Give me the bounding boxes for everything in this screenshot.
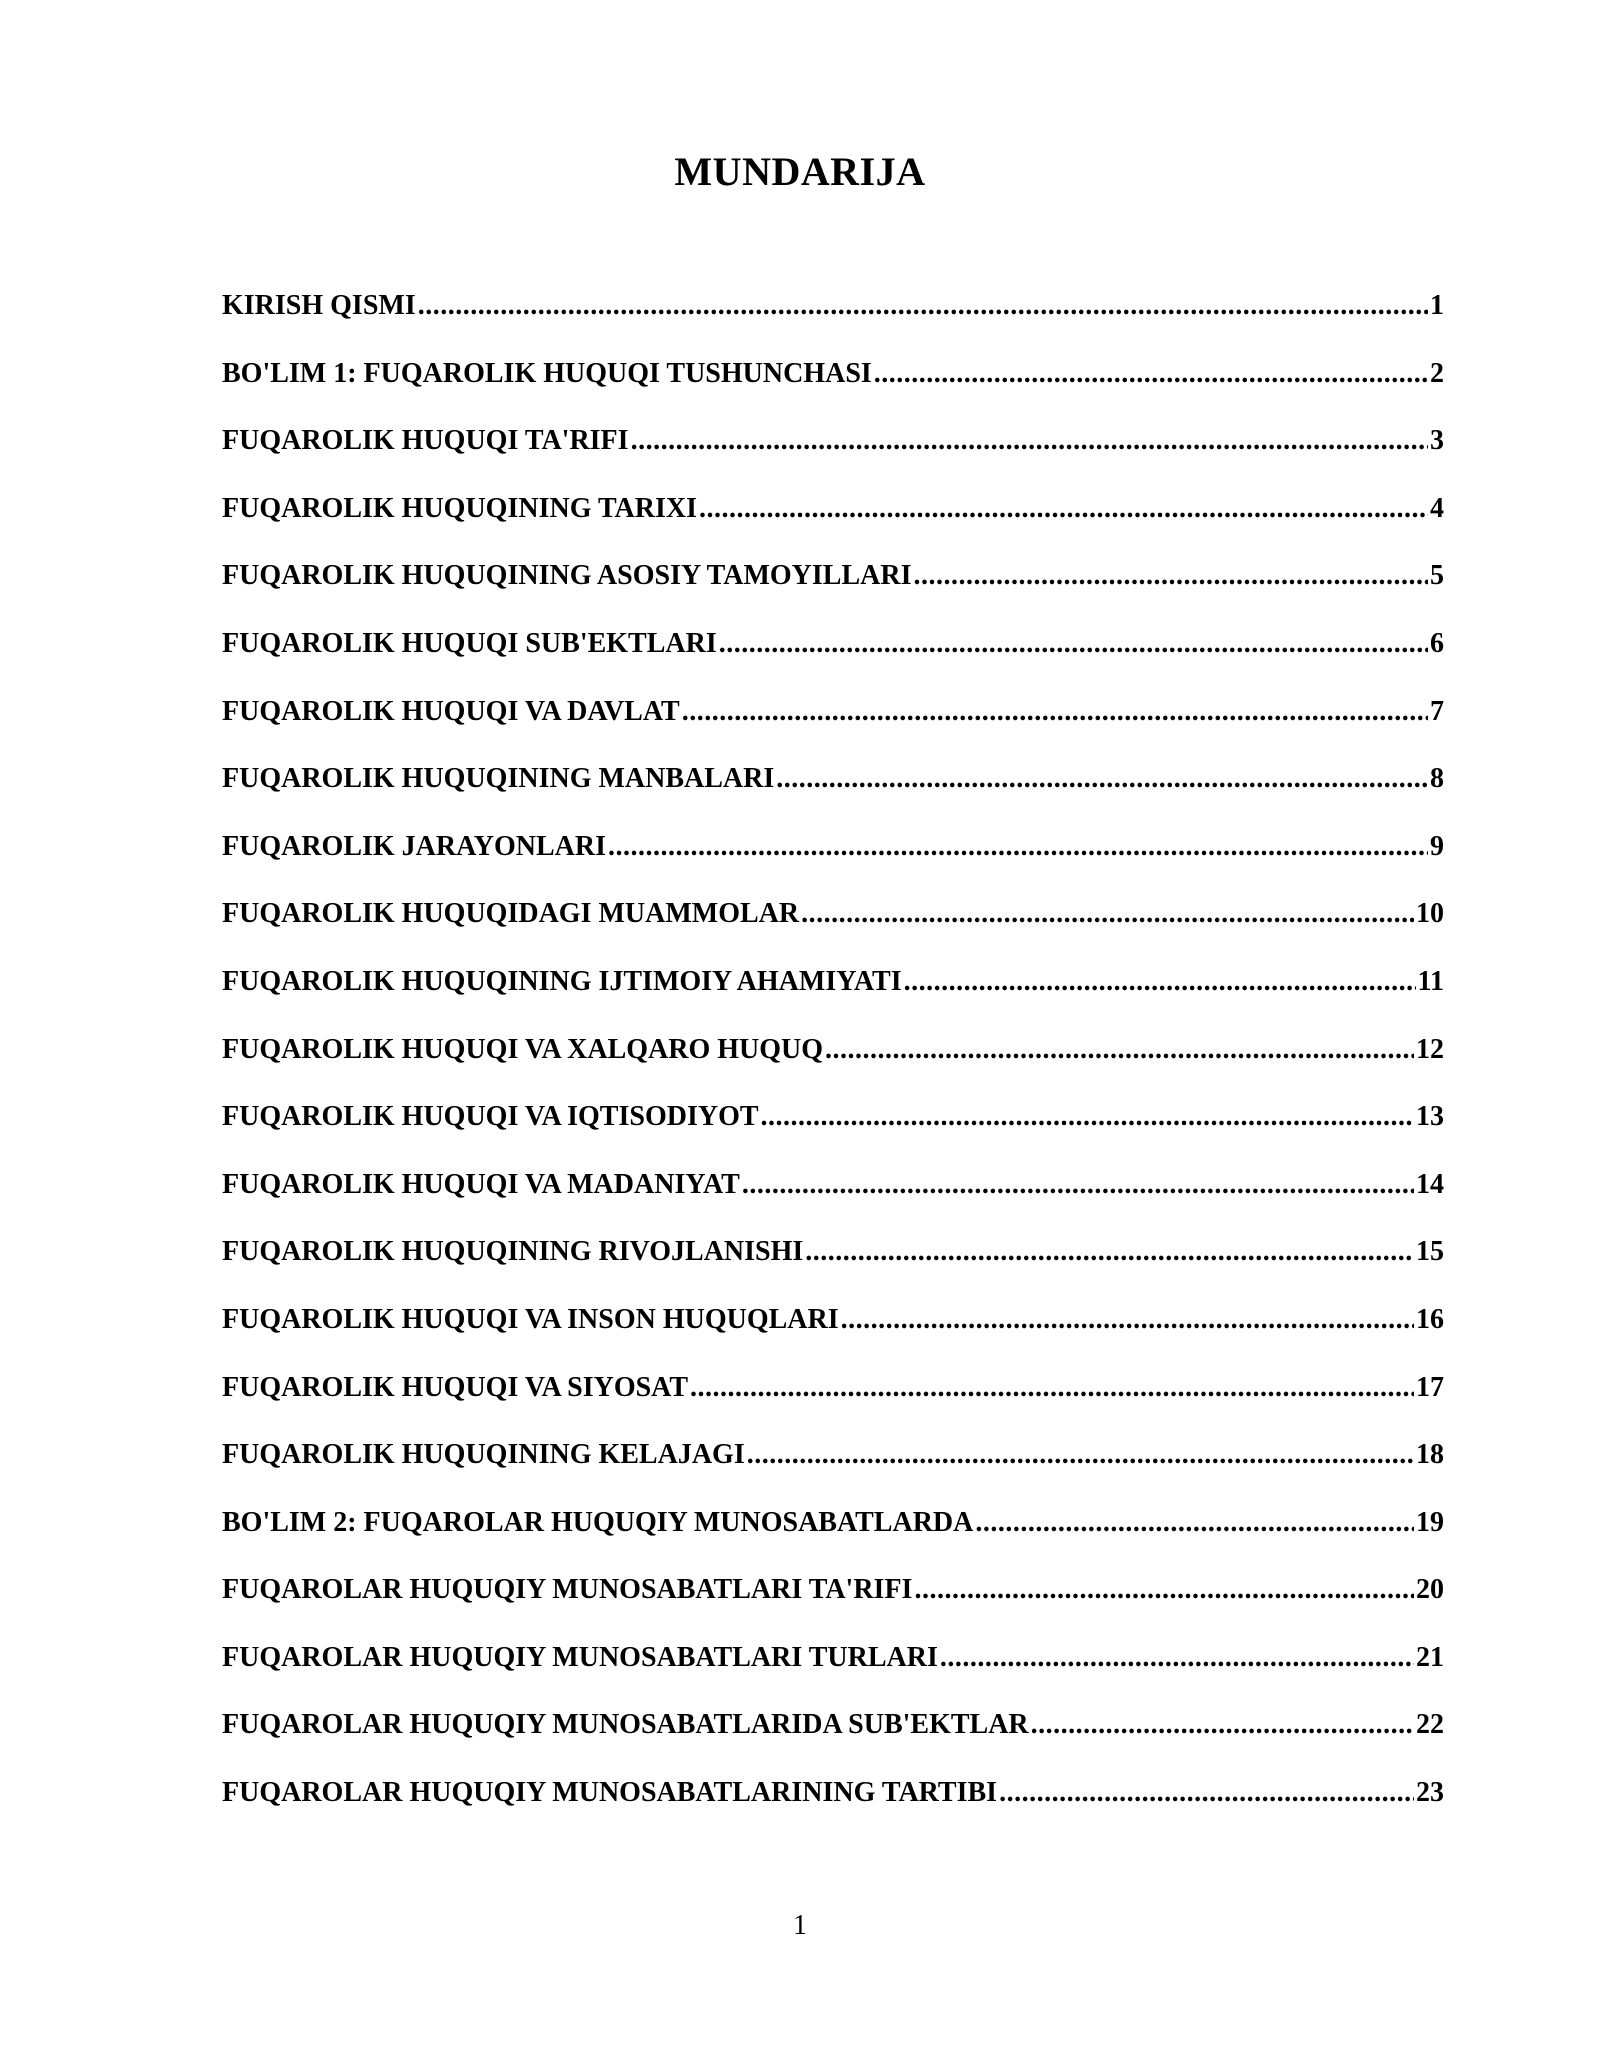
toc-entry[interactable] [222, 1777, 1444, 1845]
toc-entry-page: 3 [1430, 425, 1444, 457]
toc-entry[interactable] [222, 1034, 1444, 1102]
toc-entry-page: 23 [1416, 1777, 1444, 1809]
toc-dot-leader [631, 425, 1428, 457]
toc-entry-page: 19 [1416, 1506, 1444, 1538]
toc-entry-title: BO'LIM 1: FUQAROLIK HUQUQI TUSHUNCHASI [222, 357, 872, 389]
toc-dot-leader [874, 358, 1428, 390]
toc-entry-page: 13 [1416, 1101, 1444, 1133]
toc-entry-title: FUQAROLIK HUQUQINING RIVOJLANISHI [222, 1236, 804, 1268]
toc-entry-title: FUQAROLIK HUQUQINING IJTIMOIY AHAMIYATI [222, 965, 902, 997]
toc-entry-title: FUQAROLAR HUQUQIY MUNOSABATLARI TURLARI [222, 1641, 938, 1673]
toc-entry[interactable] [222, 358, 1444, 426]
toc-entry-page: 1 [1430, 290, 1444, 321]
toc-entry-title: FUQAROLIK JARAYONLARI [222, 830, 607, 862]
toc-entry[interactable] [222, 425, 1444, 493]
toc-entry[interactable] [222, 1169, 1444, 1237]
toc-entry[interactable] [222, 763, 1444, 831]
toc-entry-title: FUQAROLIK HUQUQINING KELAJAGI [222, 1439, 745, 1471]
toc-entry-title: FUQAROLIK HUQUQIDAGI MUAMMOLAR [222, 898, 800, 930]
toc-dot-leader [699, 493, 1428, 525]
toc-entry-title: FUQAROLIK HUQUQINING TARIXI [222, 492, 698, 524]
toc-entry-page: 4 [1430, 492, 1444, 524]
toc-dot-leader [825, 1034, 1414, 1066]
toc-entry-page: 21 [1416, 1641, 1444, 1673]
toc-entry-page: 8 [1430, 763, 1444, 795]
toc-dot-leader [999, 1777, 1414, 1809]
table-of-contents [222, 290, 1444, 1845]
toc-dot-leader [805, 1236, 1414, 1268]
toc-dot-leader [914, 1574, 1414, 1606]
toc-entry-page: 2 [1430, 357, 1444, 389]
toc-entry-page: 14 [1416, 1168, 1444, 1200]
toc-entry-page: 5 [1430, 560, 1444, 592]
toc-entry-title: FUQAROLIK HUQUQINING MANBALARI [222, 763, 775, 795]
toc-entry-page: 9 [1430, 830, 1444, 862]
toc-entry[interactable] [222, 898, 1444, 966]
toc-entry-page: 17 [1416, 1371, 1444, 1403]
toc-entry[interactable] [222, 696, 1444, 764]
toc-dot-leader [690, 1372, 1414, 1404]
toc-entry-page: 15 [1416, 1236, 1444, 1268]
toc-dot-leader [776, 763, 1428, 795]
toc-entry[interactable] [222, 831, 1444, 899]
page-number: 1 [793, 1910, 807, 1941]
toc-entry[interactable] [222, 1709, 1444, 1777]
toc-dot-leader [841, 1304, 1414, 1336]
toc-entry[interactable] [222, 290, 1444, 358]
toc-entry-page: 20 [1416, 1574, 1444, 1606]
toc-entry[interactable] [222, 1507, 1444, 1575]
toc-dot-leader [801, 898, 1414, 930]
toc-entry-title: FUQAROLIK HUQUQI SUB'EKTLARI [222, 627, 717, 659]
toc-entry[interactable] [222, 1574, 1444, 1642]
toc-entry-title: BO'LIM 2: FUQAROLAR HUQUQIY MUNOSABATLARDA [222, 1506, 974, 1538]
toc-entry[interactable] [222, 1439, 1444, 1507]
toc-dot-leader [904, 966, 1416, 998]
toc-entry-title: FUQAROLIK HUQUQI VA XALQARO HUQUQ [222, 1033, 824, 1065]
toc-entry-title: FUQAROLIK HUQUQI VA INSON HUQUQLARI [222, 1303, 839, 1335]
toc-dot-leader [608, 831, 1428, 863]
toc-entry-page: 12 [1416, 1033, 1444, 1065]
toc-entry-title: FUQAROLAR HUQUQIY MUNOSABATLARIDA SUB'EKTLAR [222, 1709, 1029, 1741]
toc-entry[interactable] [222, 1372, 1444, 1440]
toc-dot-leader [1031, 1709, 1414, 1741]
toc-entry-title: FUQAROLIK HUQUQI VA DAVLAT [222, 695, 680, 727]
toc-entry[interactable] [222, 1304, 1444, 1372]
toc-entry-page: 18 [1416, 1439, 1444, 1471]
toc-dot-leader [682, 696, 1428, 728]
toc-dot-leader [418, 290, 1428, 322]
toc-entry[interactable] [222, 1101, 1444, 1169]
toc-dot-leader [719, 628, 1428, 660]
toc-entry-title: FUQAROLAR HUQUQIY MUNOSABATLARI TA'RIFI [222, 1574, 913, 1606]
toc-entry-title: FUQAROLIK HUQUQINING ASOSIY TAMOYILLARI [222, 560, 912, 592]
toc-dot-leader [742, 1169, 1414, 1201]
toc-entry[interactable] [222, 966, 1444, 1034]
toc-dot-leader [940, 1642, 1414, 1674]
toc-entry[interactable] [222, 628, 1444, 696]
toc-entry[interactable] [222, 493, 1444, 561]
toc-entry[interactable] [222, 1642, 1444, 1710]
toc-entry[interactable] [222, 1236, 1444, 1304]
toc-entry-title: KIRISH QISMI [222, 290, 416, 321]
toc-entry-page: 7 [1430, 695, 1444, 727]
toc-entry-title: FUQAROLIK HUQUQI VA IQTISODIYOT [222, 1101, 759, 1133]
toc-dot-leader [913, 560, 1428, 592]
toc-entry-title: FUQAROLAR HUQUQIY MUNOSABATLARINING TARTIBI [222, 1777, 998, 1809]
page-title: MUNDARIJA [674, 149, 926, 194]
toc-entry-page: 22 [1416, 1709, 1444, 1741]
toc-entry-page: 11 [1417, 965, 1444, 997]
toc-entry-page: 16 [1416, 1303, 1444, 1335]
toc-entry-page: 10 [1416, 898, 1444, 930]
toc-dot-leader [747, 1439, 1414, 1471]
toc-dot-leader [761, 1101, 1414, 1133]
toc-entry-title: FUQAROLIK HUQUQI TA'RIFI [222, 425, 629, 457]
toc-dot-leader [975, 1507, 1414, 1539]
toc-entry[interactable] [222, 560, 1444, 628]
toc-entry-title: FUQAROLIK HUQUQI VA MADANIYAT [222, 1168, 740, 1200]
toc-entry-title: FUQAROLIK HUQUQI VA SIYOSAT [222, 1371, 688, 1403]
toc-entry-page: 6 [1430, 627, 1444, 659]
